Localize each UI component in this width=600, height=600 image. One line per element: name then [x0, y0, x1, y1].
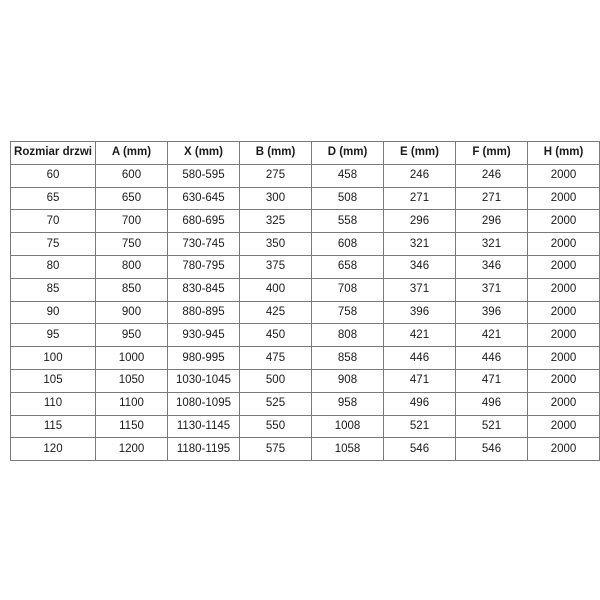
- table-row: [11, 301, 600, 324]
- cell-b: 275: [240, 164, 312, 187]
- table-row: [11, 415, 600, 438]
- table-row: [11, 278, 600, 301]
- cell-x: 580-595: [168, 164, 240, 187]
- cell-e: 346: [384, 255, 456, 278]
- cell-x: 880-895: [168, 301, 240, 324]
- cell-x: 780-795: [168, 255, 240, 278]
- cell-h: 2000: [528, 369, 600, 392]
- table-body: [11, 164, 600, 460]
- cell-x: 730-745: [168, 233, 240, 256]
- table-row: [11, 347, 600, 370]
- cell-b: 400: [240, 278, 312, 301]
- cell-a: 1100: [96, 392, 168, 415]
- cell-e: 446: [384, 347, 456, 370]
- cell-e: 521: [384, 415, 456, 438]
- table-row: [11, 392, 600, 415]
- cell-a: 950: [96, 324, 168, 347]
- table-row: [11, 369, 600, 392]
- dimensions-table: [10, 141, 600, 461]
- cell-f: 521: [456, 415, 528, 438]
- cell-door-size: 60: [11, 164, 96, 187]
- cell-a: 600: [96, 164, 168, 187]
- cell-d: 958: [312, 392, 384, 415]
- cell-d: 708: [312, 278, 384, 301]
- cell-x: 1180-1195: [168, 438, 240, 461]
- cell-e: 321: [384, 233, 456, 256]
- cell-e: 496: [384, 392, 456, 415]
- header-row: [11, 142, 600, 165]
- cell-d: 908: [312, 369, 384, 392]
- cell-e: 371: [384, 278, 456, 301]
- cell-f: 396: [456, 301, 528, 324]
- cell-d: 758: [312, 301, 384, 324]
- cell-d: 1058: [312, 438, 384, 461]
- cell-a: 1050: [96, 369, 168, 392]
- cell-b: 525: [240, 392, 312, 415]
- cell-b: 475: [240, 347, 312, 370]
- header-f: F (mm): [456, 142, 528, 165]
- cell-h: 2000: [528, 324, 600, 347]
- cell-d: 1008: [312, 415, 384, 438]
- cell-h: 2000: [528, 164, 600, 187]
- cell-d: 458: [312, 164, 384, 187]
- header-x: X (mm): [168, 142, 240, 165]
- cell-b: 450: [240, 324, 312, 347]
- cell-h: 2000: [528, 278, 600, 301]
- cell-door-size: 95: [11, 324, 96, 347]
- cell-f: 271: [456, 187, 528, 210]
- cell-e: 421: [384, 324, 456, 347]
- cell-d: 508: [312, 187, 384, 210]
- cell-d: 858: [312, 347, 384, 370]
- header-b: B (mm): [240, 142, 312, 165]
- table-row: [11, 187, 600, 210]
- cell-d: 558: [312, 210, 384, 233]
- header-e: E (mm): [384, 142, 456, 165]
- cell-f: 346: [456, 255, 528, 278]
- cell-f: 446: [456, 347, 528, 370]
- cell-f: 371: [456, 278, 528, 301]
- cell-b: 350: [240, 233, 312, 256]
- cell-h: 2000: [528, 210, 600, 233]
- header-door-size: Rozmiar drzwi: [11, 142, 96, 165]
- cell-x: 980-995: [168, 347, 240, 370]
- cell-e: 546: [384, 438, 456, 461]
- cell-a: 1150: [96, 415, 168, 438]
- cell-door-size: 85: [11, 278, 96, 301]
- cell-a: 800: [96, 255, 168, 278]
- table-row: [11, 324, 600, 347]
- cell-e: 296: [384, 210, 456, 233]
- cell-d: 608: [312, 233, 384, 256]
- cell-b: 575: [240, 438, 312, 461]
- cell-x: 1030-1045: [168, 369, 240, 392]
- cell-f: 296: [456, 210, 528, 233]
- cell-a: 900: [96, 301, 168, 324]
- cell-a: 750: [96, 233, 168, 256]
- cell-h: 2000: [528, 415, 600, 438]
- table-row: [11, 438, 600, 461]
- table-row: [11, 255, 600, 278]
- cell-f: 421: [456, 324, 528, 347]
- cell-x: 630-645: [168, 187, 240, 210]
- cell-a: 850: [96, 278, 168, 301]
- cell-b: 500: [240, 369, 312, 392]
- cell-door-size: 120: [11, 438, 96, 461]
- dimensions-table-container: [10, 141, 599, 461]
- cell-h: 2000: [528, 187, 600, 210]
- table-row: [11, 210, 600, 233]
- cell-f: 321: [456, 233, 528, 256]
- cell-f: 546: [456, 438, 528, 461]
- cell-door-size: 110: [11, 392, 96, 415]
- cell-x: 1130-1145: [168, 415, 240, 438]
- cell-h: 2000: [528, 438, 600, 461]
- cell-x: 1080-1095: [168, 392, 240, 415]
- cell-e: 471: [384, 369, 456, 392]
- header-d: D (mm): [312, 142, 384, 165]
- cell-e: 396: [384, 301, 456, 324]
- cell-h: 2000: [528, 392, 600, 415]
- cell-e: 271: [384, 187, 456, 210]
- cell-door-size: 100: [11, 347, 96, 370]
- table-row: [11, 164, 600, 187]
- cell-h: 2000: [528, 233, 600, 256]
- cell-a: 650: [96, 187, 168, 210]
- cell-h: 2000: [528, 347, 600, 370]
- cell-x: 680-695: [168, 210, 240, 233]
- cell-x: 930-945: [168, 324, 240, 347]
- cell-f: 246: [456, 164, 528, 187]
- cell-d: 658: [312, 255, 384, 278]
- cell-a: 700: [96, 210, 168, 233]
- cell-b: 375: [240, 255, 312, 278]
- header-a: A (mm): [96, 142, 168, 165]
- cell-door-size: 70: [11, 210, 96, 233]
- cell-door-size: 75: [11, 233, 96, 256]
- table-header: [11, 142, 600, 165]
- cell-f: 496: [456, 392, 528, 415]
- cell-h: 2000: [528, 301, 600, 324]
- cell-e: 246: [384, 164, 456, 187]
- cell-door-size: 105: [11, 369, 96, 392]
- cell-door-size: 115: [11, 415, 96, 438]
- cell-door-size: 80: [11, 255, 96, 278]
- cell-b: 325: [240, 210, 312, 233]
- header-h: H (mm): [528, 142, 600, 165]
- cell-door-size: 65: [11, 187, 96, 210]
- cell-b: 550: [240, 415, 312, 438]
- cell-h: 2000: [528, 255, 600, 278]
- table-row: [11, 233, 600, 256]
- cell-a: 1200: [96, 438, 168, 461]
- cell-f: 471: [456, 369, 528, 392]
- cell-door-size: 90: [11, 301, 96, 324]
- cell-x: 830-845: [168, 278, 240, 301]
- cell-b: 300: [240, 187, 312, 210]
- cell-a: 1000: [96, 347, 168, 370]
- cell-d: 808: [312, 324, 384, 347]
- cell-b: 425: [240, 301, 312, 324]
